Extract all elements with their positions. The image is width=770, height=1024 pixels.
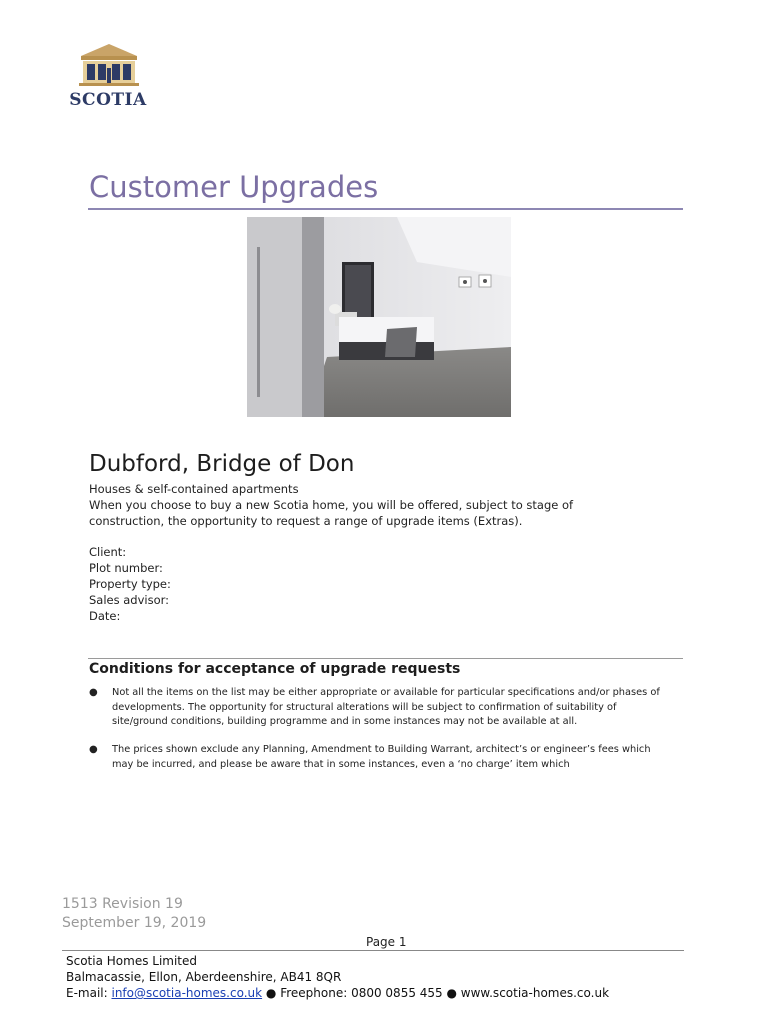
plot-number-field: Plot number:	[89, 561, 163, 575]
email-label: E-mail:	[66, 986, 112, 1000]
revision-date: September 19, 2019	[62, 915, 207, 931]
condition-item: The prices shown exclude any Planning, Amendment to Building Warrant, architect’s or engineer’s fees which may be incurred, and please be aware that in some instances, even a ‘no charge’ item which	[112, 744, 651, 770]
company-name: Scotia Homes Limited	[66, 954, 198, 968]
brand-name: SCOTIA	[69, 90, 147, 110]
bullet-icon: ●	[89, 744, 98, 755]
date-field: Date:	[89, 609, 121, 623]
page-title: Customer Upgrades	[89, 170, 379, 204]
conditions-heading: Conditions for acceptance of upgrade requests	[89, 661, 461, 677]
bedroom-photo	[247, 217, 511, 417]
sales-advisor-field: Sales advisor:	[89, 593, 170, 607]
email-link[interactable]: info@scotia-homes.co.uk	[111, 986, 263, 1000]
contact-line	[66, 986, 609, 1000]
property-type-field: Property type:	[89, 577, 171, 591]
company-address: Balmacassie, Ellon, Aberdeenshire, AB41 8QR	[66, 970, 342, 984]
development-subtitle: Houses & self-contained apartments	[89, 482, 299, 496]
condition-item: Not all the items on the list may be either appropriate or available for particular specifications and/or phases of developments. The opportunity for structural alterations will be subject to confirmation of suitability of site/ground conditions, building programme and in some instances may not be available at all.	[112, 687, 660, 727]
development-intro: When you choose to buy a new Scotia home, you will be offered, subject to stage of construction, the opportunity to request a range of upgrade items (Extras).	[89, 498, 574, 528]
bullet-icon: ●	[89, 687, 98, 698]
contact-details: ● Freephone: 0800 0855 455 ● www.scotia-homes.co.uk	[262, 986, 610, 1000]
conditions-divider	[88, 658, 683, 659]
client-field: Client:	[89, 545, 127, 559]
revision-number: 1513 Revision 19	[62, 896, 183, 912]
title-divider	[88, 208, 683, 210]
page-number: Page 1	[366, 935, 407, 949]
development-name: Dubford, Bridge of Don	[89, 451, 355, 477]
footer-divider	[62, 950, 684, 951]
